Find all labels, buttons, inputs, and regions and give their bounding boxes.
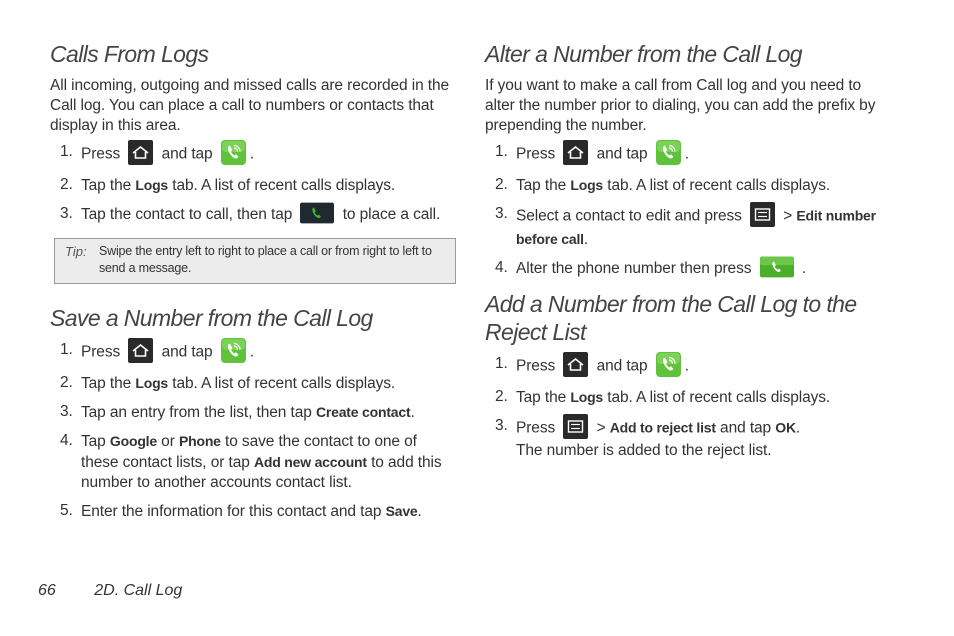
add-to-reject-list-label: Add to reject list: [609, 419, 716, 436]
reject-step-1: 1. Press and tap .: [485, 354, 891, 379]
save-step-5: 5. Enter the information for this contact and tap Save.: [60, 502, 422, 520]
tip-text: Swipe the entry left to right to place a call or from right to left to send a message.: [99, 244, 432, 275]
chapter-title: 2D. Call Log: [94, 582, 183, 599]
home-key-icon: [563, 140, 588, 165]
tip-label: Tip:: [65, 244, 87, 259]
section-title-calls-from-logs: Calls From Logs: [50, 41, 209, 67]
call-button-icon: [300, 202, 334, 224]
phone-app-icon: [656, 140, 681, 165]
create-contact-label: Create contact: [315, 404, 411, 420]
calls-step-2: 2. Tap the Logs tab. A list of recent calls displays.: [60, 176, 396, 194]
phone-app-icon: [221, 338, 246, 363]
save-step-3: 3. Tap an entry from the list, then tap Create contact.: [60, 403, 415, 421]
menu-key-icon: [563, 414, 588, 439]
logs-tab-label: Logs: [570, 389, 604, 405]
alter-intro: If you want to make a call from Call log and you need to alter the number prior to dialing, you can add the prefix by prepending the number.: [485, 77, 876, 134]
tip-box: [54, 238, 456, 284]
calls-step-3: 3. Tap the contact to call, then tap to place a call.: [50, 204, 456, 226]
save-step-1: 1. Press and tap .: [50, 340, 456, 365]
section-title-save-number: Save a Number from the Call Log: [50, 305, 373, 331]
ok-label: OK: [775, 419, 796, 436]
edit-number-before-call-label: Edit number before call: [516, 207, 876, 247]
section-title-alter-number: Alter a Number from the Call Log: [485, 41, 802, 67]
phone-app-icon: [656, 352, 681, 377]
home-key-icon: [128, 140, 153, 165]
logs-tab-label: Logs: [570, 177, 604, 193]
left-column: [50, 40, 456, 530]
save-step-4: 4. Tap Google or Phone to save the contact to one of these contact lists, or tap Add new account to add this number to another accounts contact list.: [60, 432, 442, 491]
section-title-add-to-reject-list: Add a Number from the Call Log to the Reject List: [485, 291, 857, 345]
reject-step-2: 2. Tap the Logs tab. A list of recent calls displays.: [495, 388, 831, 406]
alter-step-4: 4. Alter the phone number then press .: [485, 258, 891, 280]
alter-step-2: 2. Tap the Logs tab. A list of recent calls displays.: [495, 176, 831, 194]
save-label: Save: [385, 503, 418, 519]
page-number: 66: [38, 582, 56, 599]
reject-step-3: 3. Press > Add to reject list and tap OK. The number is added to the reject list.: [485, 416, 891, 461]
phone-label: Phone: [178, 433, 221, 449]
calls-step-1: 1. Press and tap .: [50, 142, 456, 167]
google-label: Google: [109, 433, 157, 449]
logs-tab-label: Logs: [135, 375, 169, 391]
reject-steps: [485, 354, 891, 461]
menu-key-icon: [750, 202, 775, 227]
save-step-2: 2. Tap the Logs tab. A list of recent calls displays.: [60, 374, 396, 392]
call-button-icon: [760, 256, 794, 278]
save-steps: [50, 340, 456, 522]
logs-tab-label: Logs: [135, 177, 169, 193]
home-key-icon: [128, 338, 153, 363]
home-key-icon: [563, 352, 588, 377]
reject-result-text: The number is added to the reject list.: [516, 442, 772, 459]
right-column: [485, 40, 891, 469]
add-new-account-label: Add new account: [253, 454, 367, 470]
calls-steps: [50, 142, 456, 226]
phone-app-icon: [221, 140, 246, 165]
calls-intro: All incoming, outgoing and missed calls are recorded in the Call log. You can place a call to numbers or contacts that display in this area.: [50, 77, 450, 134]
alter-step-1: 1. Press and tap .: [485, 142, 891, 167]
alter-step-3: 3. Select a contact to edit and press > Edit number before call.: [485, 204, 891, 250]
alter-steps: [485, 142, 891, 280]
page-footer: [38, 582, 182, 600]
